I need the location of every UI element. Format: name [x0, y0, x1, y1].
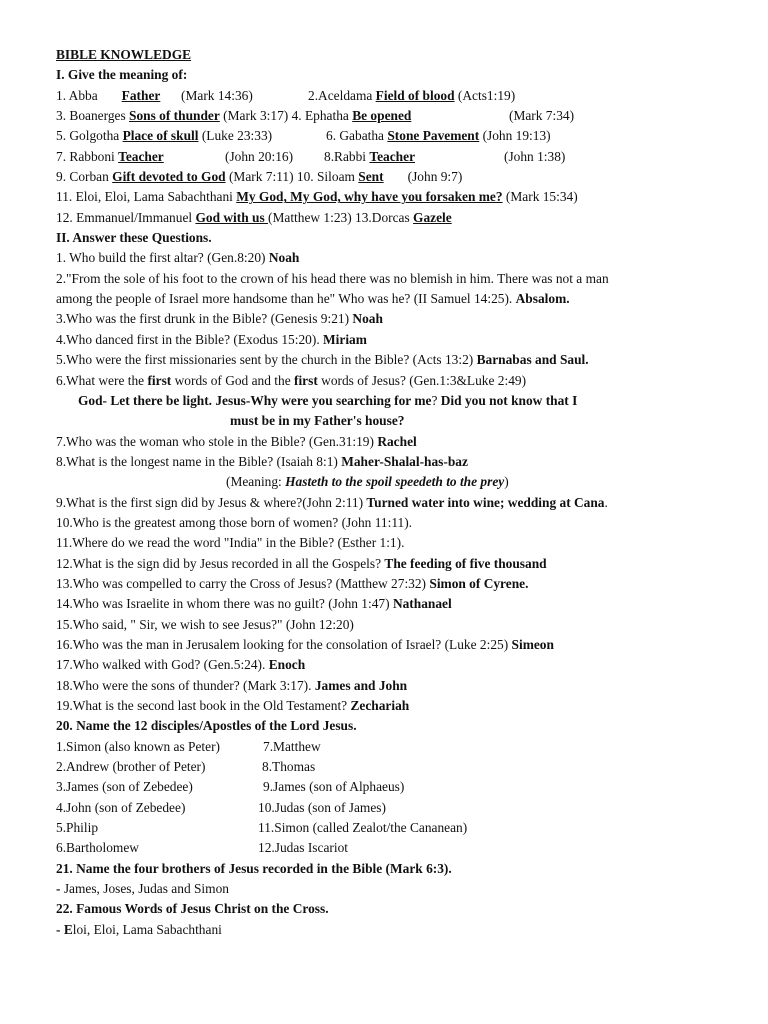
- answer: The feeding of five thousand: [384, 555, 547, 571]
- question: 11.Where do we read the word "India" in the Bible? (Esther 1:1).: [56, 535, 405, 551]
- reference: (Mark 15:34): [502, 189, 578, 205]
- disciple: 3.James (son of Zebedee): [56, 779, 193, 795]
- disciple: 4.John (son of Zebedee): [56, 799, 186, 815]
- term: 7. Rabboni: [56, 148, 119, 164]
- answer: [56, 391, 716, 411]
- punctuation: .: [604, 494, 608, 510]
- answer: Simeon: [511, 636, 554, 652]
- meaning: Teacher: [118, 148, 164, 164]
- answer: Maher-Shalal-has-baz: [341, 453, 468, 469]
- question-text: 17.Who walked with God? (Gen.5:24).: [56, 657, 269, 673]
- emphasis: first: [147, 372, 172, 388]
- question-text: 1. Who build the first altar? (Gen.8:20): [56, 250, 269, 266]
- question: [56, 676, 716, 696]
- question-continued: [56, 289, 716, 309]
- meaning-row: [56, 126, 716, 146]
- section-heading: II. Answer these Questions.: [56, 230, 212, 246]
- meaning: Teacher: [369, 148, 416, 164]
- disciple-row: [56, 838, 716, 858]
- note-text: ): [504, 474, 509, 490]
- reference: (Acts1:19): [454, 87, 516, 103]
- answer: James and John: [314, 677, 408, 693]
- answer: Barnabas and Saul.: [476, 352, 589, 368]
- section-heading: I. Give the meaning of:: [56, 67, 188, 83]
- question-text: 8.What is the longest name in the Bible? (Isaiah 8:1): [56, 453, 342, 469]
- meaning-note: [56, 472, 716, 492]
- reference: (Mark 3:17) 4. Ephatha: [219, 108, 353, 124]
- document: [56, 45, 716, 940]
- answer-text: James, Joses, Judas and Simon: [63, 881, 229, 897]
- meaning: Stone Pavement: [387, 128, 480, 144]
- answer-text: God- Let there be light. Jesus-Why were you searching for me: [78, 392, 432, 408]
- question-text: 9.What is the first sign did by Jesus & where?(John 2:11): [56, 494, 367, 510]
- disciple: 8.Thomas: [262, 759, 316, 775]
- question: [56, 554, 716, 574]
- meaning: My God, My God, why have you forsaken me?: [236, 189, 503, 205]
- answer: Zechariah: [350, 698, 410, 713]
- term: 3. Boanerges: [56, 108, 130, 124]
- question-heading: 22. Famous Words of Jesus Christ on the Cross.: [56, 901, 329, 917]
- term: 8.Rabbi: [324, 148, 370, 164]
- question: [56, 574, 716, 594]
- answer: Noah: [268, 250, 300, 266]
- answer: Miriam: [323, 331, 367, 347]
- question: [56, 309, 716, 329]
- meaning-row: [56, 187, 716, 207]
- disciple: 5.Philip: [56, 820, 99, 836]
- question: 10.Who is the greatest among those born of women? (John 11:11).: [56, 514, 413, 530]
- meaning-row: [56, 86, 716, 106]
- question-text: words of God and the: [171, 372, 294, 388]
- answer: Noah: [352, 311, 383, 327]
- question: [56, 452, 716, 472]
- meaning: Gift devoted to God: [112, 169, 226, 185]
- meaning-row: [56, 147, 716, 167]
- term: 11. Eloi, Eloi, Lama Sabachthani: [56, 189, 237, 205]
- question-text: 12.What is the sign did by Jesus recorded in all the Gospels?: [56, 555, 385, 571]
- disciple: 11.Simon (called Zealot/the Cananean): [258, 820, 468, 836]
- disciple: 7.Matthew: [263, 738, 321, 754]
- term: 9. Corban: [56, 169, 113, 185]
- note-meaning: Hasteth to the spoil speedeth to the prey: [285, 474, 505, 490]
- meaning-row: [56, 106, 716, 126]
- reference: (John 1:38): [504, 148, 566, 164]
- initial-letter: E: [63, 921, 73, 937]
- question-text: words of Jesus? (Gen.1:3&Luke 2:49): [317, 372, 527, 388]
- term: 2.Aceldama: [308, 87, 376, 103]
- question-text: 6.What were the: [56, 372, 148, 388]
- punctuation: ?: [431, 392, 441, 408]
- bullet: -: [56, 921, 64, 937]
- question: [56, 432, 716, 452]
- document-title: BIBLE KNOWLEDGE: [56, 47, 192, 62]
- question-text: 2."From the sole of his foot to the crown of his head there was no blemish in him. There was not a man: [56, 270, 609, 286]
- question-text: 4.Who danced first in the Bible? (Exodus 15:20).: [56, 331, 324, 347]
- disciple: 9.James (son of Alphaeus): [263, 779, 405, 795]
- meaning: Father: [121, 87, 161, 103]
- meaning: God with us: [195, 209, 269, 225]
- question: [56, 269, 716, 289]
- answer: [56, 879, 716, 899]
- disciple-row: [56, 818, 716, 838]
- term: 1. Abba: [56, 87, 102, 103]
- answer: Absalom.: [515, 291, 570, 307]
- meaning: Field of blood: [375, 87, 455, 103]
- meaning-row: [56, 208, 716, 228]
- term: 5. Golgotha: [56, 128, 123, 144]
- reference: (John 19:13): [479, 128, 551, 144]
- question-text: 3.Who was the first drunk in the Bible? (Genesis 9:21): [56, 311, 353, 327]
- question: [56, 350, 716, 370]
- question-text: 5.Who were the first missionaries sent by the church in the Bible? (Acts 13:2): [56, 352, 477, 368]
- emphasis: first: [294, 372, 318, 388]
- question-heading: 20. Name the 12 disciples/Apostles of the Lord Jesus.: [56, 718, 357, 734]
- term: 12. Emmanuel/Immanuel: [56, 209, 196, 225]
- answer: Nathanael: [392, 596, 452, 612]
- answer: Enoch: [268, 657, 306, 673]
- question: [56, 696, 716, 716]
- question: [56, 655, 716, 675]
- question-text: 16.Who was the man in Jerusalem looking for the consolation of Israel? (Luke 2:25): [56, 636, 512, 652]
- meaning: Place of skull: [122, 128, 199, 144]
- meaning: Gazele: [413, 209, 452, 225]
- question-heading: 21. Name the four brothers of Jesus recorded in the Bible (Mark 6:3).: [56, 860, 452, 876]
- bullet: -: [56, 881, 64, 897]
- question-text: 13.Who was compelled to carry the Cross of Jesus? (Matthew 27:32): [56, 575, 430, 591]
- disciple-row: [56, 798, 716, 818]
- question: [56, 330, 716, 350]
- question-text: 14.Who was Israelite in whom there was no guilt? (John 1:47): [56, 596, 393, 612]
- disciple: 1.Simon (also known as Peter): [56, 738, 221, 754]
- disciple: 12.Judas Iscariot: [258, 840, 348, 856]
- reference: (John 9:7): [404, 169, 463, 185]
- answer-text: Did you not know that I: [440, 392, 578, 408]
- reference: (Matthew 1:23) 13.Dorcas: [268, 209, 414, 225]
- reference: (Luke 23:33): [198, 128, 273, 144]
- answer: must be in my Father's house?: [230, 413, 405, 429]
- question: 15.Who said, " Sir, we wish to see Jesus?" (John 12:20): [56, 616, 354, 632]
- question-text: 19.What is the second last book in the Old Testament?: [56, 698, 351, 713]
- reference: (Mark 7:34): [509, 108, 575, 124]
- reference: (John 20:16): [225, 148, 294, 164]
- answer: Turned water into wine; wedding at Cana: [366, 494, 605, 510]
- disciple-row: [56, 757, 716, 777]
- question: [56, 635, 716, 655]
- disciple: 10.Judas (son of James): [258, 799, 386, 815]
- question: [56, 248, 716, 268]
- question-text: 18.Who were the sons of thunder? (Mark 3:17).: [56, 677, 315, 693]
- answer: Simon of Cyrene.: [429, 575, 529, 591]
- question-text: 7.Who was the woman who stole in the Bible? (Gen.31:19): [56, 433, 378, 449]
- disciple: 6.Bartholomew: [56, 840, 139, 856]
- meaning: Be opened: [352, 108, 412, 124]
- meaning-row: [56, 167, 716, 187]
- meaning: Sent: [358, 169, 384, 185]
- question-text: among the people of Israel more handsome than he" Who was he? (II Samuel 14:25).: [56, 291, 516, 307]
- reference: (Mark 7:11) 10. Siloam: [225, 169, 359, 185]
- answer: [56, 920, 716, 940]
- question: [56, 594, 716, 614]
- answer-text: loi, Eloi, Lama Sabachthani: [72, 921, 222, 937]
- question: [56, 493, 716, 513]
- question: [56, 371, 716, 391]
- reference: (Mark 14:36): [181, 87, 253, 103]
- note-text: (Meaning:: [226, 474, 286, 490]
- disciple: 2.Andrew (brother of Peter): [56, 759, 206, 775]
- disciple-row: [56, 777, 716, 797]
- disciple-row: [56, 737, 716, 757]
- term: 6. Gabatha: [326, 128, 388, 144]
- meaning: Sons of thunder: [129, 108, 220, 124]
- answer: Rachel: [377, 433, 417, 449]
